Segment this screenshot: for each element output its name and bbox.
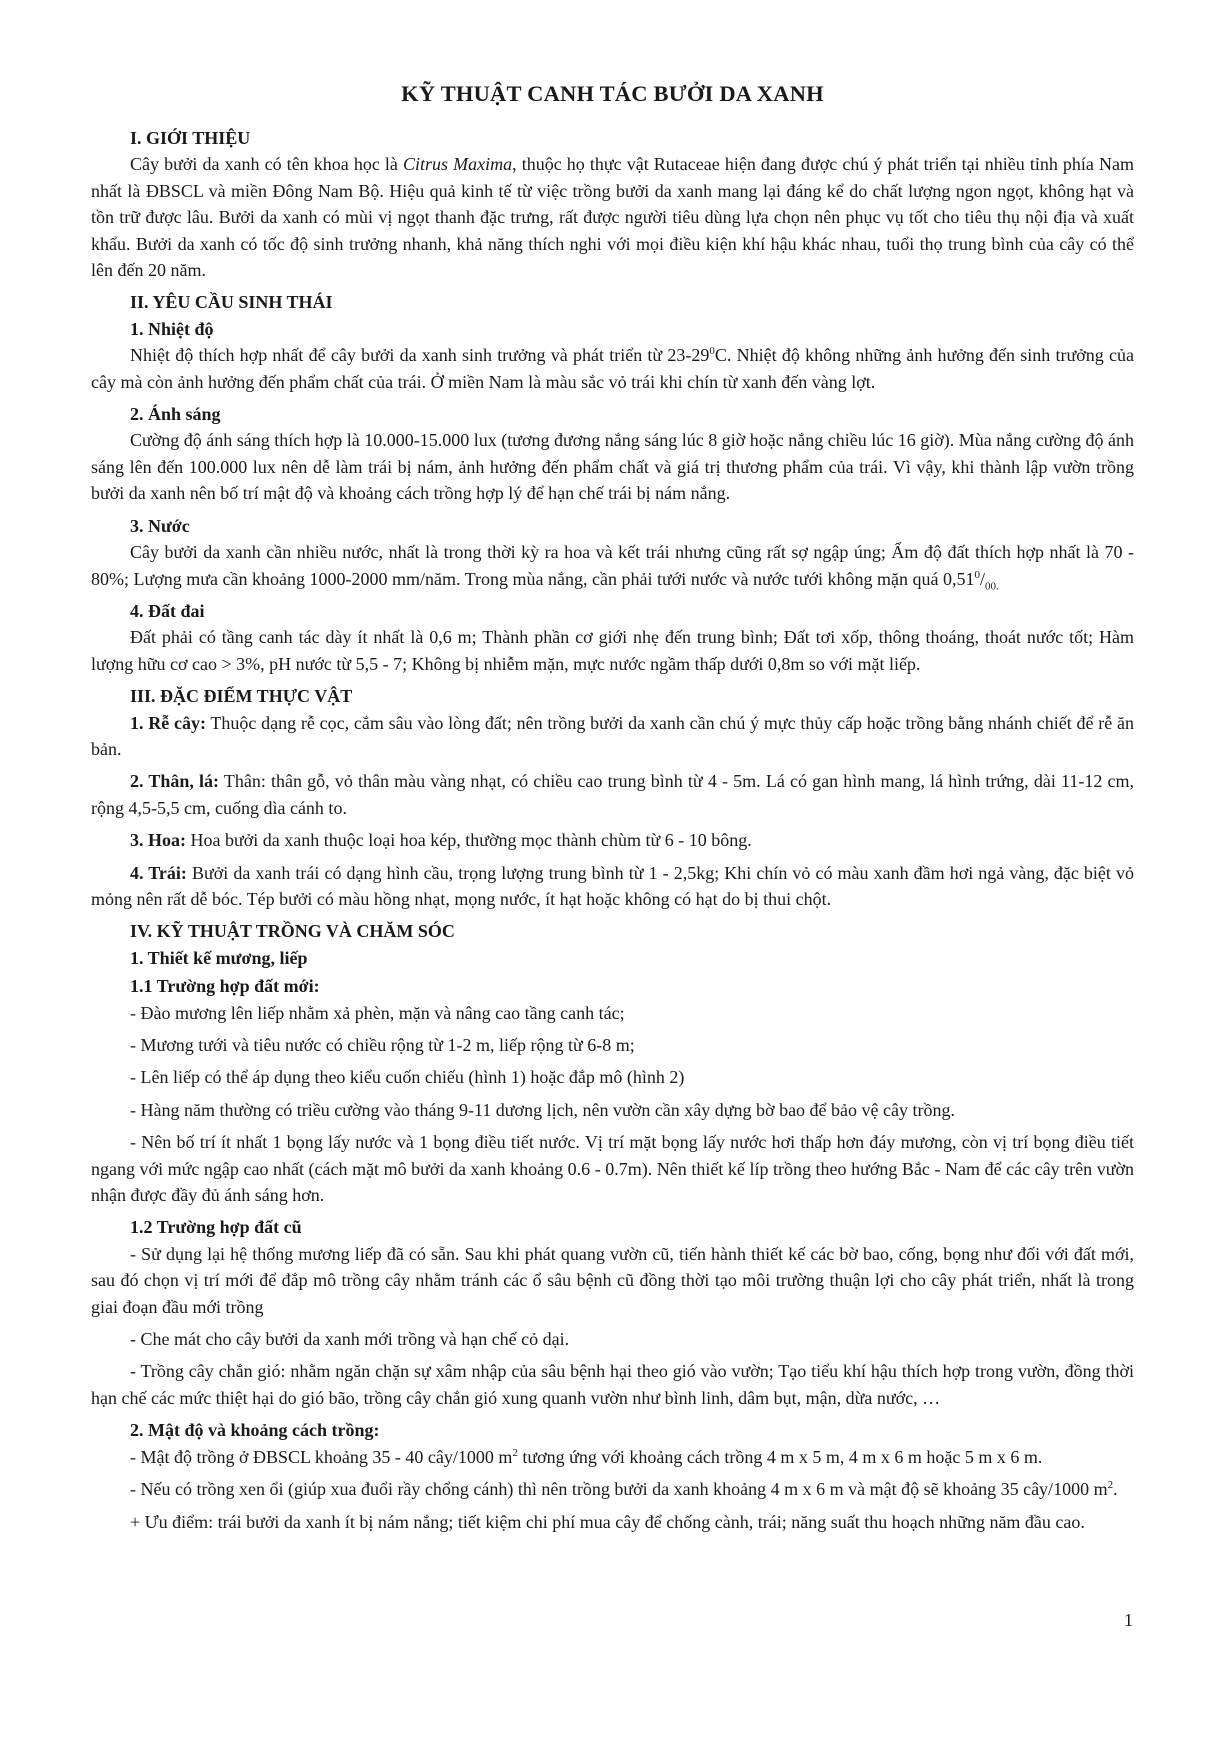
section-heading-intro: I. GIỚI THIỆU bbox=[130, 128, 251, 148]
old-land-bullet: - Sử dụng lại hệ thống mương liếp đã có sẵn. Sau khi phát quang vườn cũ, tiến hành thiết kế các bờ bao, cống, bọng như đối với đất mới, sau đó chọn vị trí mới để đắp mô trồng cây nhằm tránh các ổ sâu bệnh cũ đồng thời tạo môi trường thuận lợi cho cây phát triển, nhất là trong giai đoạn đầu mới trồng bbox=[91, 1243, 1134, 1317]
subheading-soil: 4. Đất đai bbox=[130, 600, 205, 621]
permille-superscript: 0 bbox=[974, 568, 980, 581]
stem-leaf-label: 2. Thân, lá: bbox=[130, 771, 220, 792]
density-bullet bbox=[91, 1444, 1134, 1470]
section-heading-botany: III. ĐẶC ĐIỂM THỰC VẬT bbox=[130, 686, 353, 707]
subheading-density: 2. Mật độ và khoảng cách trồng: bbox=[130, 1420, 380, 1441]
old-land-bullet: - Trồng cây chắn gió: nhằm ngăn chặn sự xâm nhập của sâu bệnh hại theo gió vào vườn; Tạo tiểu khí hậu thích hợp trong vườn, đồng thời hạn chế các mức thiệt hại do gió bão, trồng cây chắn gió xung quanh vườn như bình linh, dâm bụt, mận, dừa nước, … bbox=[91, 1361, 1134, 1408]
degree-superscript: 0 bbox=[709, 345, 715, 358]
flower-text: Hoa bưởi da xanh thuộc loại hoa kép, thường mọc thành chùm từ 6 - 10 bông. bbox=[186, 830, 752, 851]
temperature-text-b: C. Nhiệt độ không những ảnh hưởng đến sinh trưởng của cây mà còn ảnh hưởng đến phẩm chất của trái. Ở miền Nam là màu sắc vỏ trái khi chín từ xanh đến vàng lợt. bbox=[91, 345, 1135, 392]
intercrop-text-b: . bbox=[1113, 1479, 1118, 1500]
intro-paragraph bbox=[91, 151, 1134, 283]
subheading-new-land: 1.1 Trường hợp đất mới: bbox=[130, 976, 320, 997]
fruit-label: 4. Trái: bbox=[130, 862, 187, 883]
fruit-paragraph bbox=[91, 860, 1134, 913]
density-text-a: - Mật độ trồng ở ĐBSCL khoảng 35 - 40 cây/1000 m bbox=[130, 1446, 513, 1467]
new-land-bullet: - Đào mương lên liếp nhằm xả phèn, mặn và nâng cao tầng canh tác; bbox=[130, 1002, 625, 1023]
new-land-bullet: - Mương tưới và tiêu nước có chiều rộng từ 1-2 m, liếp rộng từ 6-8 m; bbox=[130, 1035, 635, 1055]
intercrop-text-a: - Nếu có trồng xen ổi (giúp xua đuổi rầy chổng cánh) thì nên trồng bưởi da xanh khoảng 4 m x 6 m và mật độ sẽ khoảng 35 cây/1000 m bbox=[130, 1479, 1108, 1500]
roots-paragraph bbox=[91, 710, 1134, 763]
permille-subscript: 00. bbox=[985, 580, 999, 593]
square-superscript: 2 bbox=[1107, 1479, 1114, 1492]
stem-leaf-text: Thân: thân gỗ, vỏ thân màu vàng nhạt, có chiều cao trung bình từ 4 - 5m. Lá có gan hình mang, lá hình trứng, dài 11-12 cm, rộng 4,5-5,5 cm, cuống dìa cánh to. bbox=[91, 771, 1134, 818]
temperature-paragraph bbox=[91, 342, 1134, 395]
new-land-bullet: - Nên bố trí ít nhất 1 bọng lấy nước và 1 bọng điều tiết nước. Vị trí mặt bọng lấy nước hơi thấp hơn đáy mương, còn vị trí bọng điều tiết ngang với mức ngập cao nhất (cách mặt mô bưởi da xanh khoảng 0.6 - 0.7m). Nên thiết kế líp trồng theo hướng Bắc - Nam để các cây trên vườn nhận được đầy đủ ánh sáng hơn. bbox=[91, 1132, 1134, 1206]
section-heading-ecology: II. YÊU CẦU SINH THÁI bbox=[130, 292, 333, 313]
subheading-temperature: 1. Nhiệt độ bbox=[130, 318, 214, 339]
roots-label: 1. Rễ cây: bbox=[130, 712, 206, 733]
advantage-bullet: + Ưu điểm: trái bưởi da xanh ít bị nám nắng; tiết kiệm chi phí mua cây để chống cành, trái; năng suất thu hoạch những năm đầu cao. bbox=[130, 1511, 1085, 1532]
subheading-light: 2. Ánh sáng bbox=[130, 404, 221, 425]
subheading-old-land: 1.2 Trường hợp đất cũ bbox=[130, 1217, 302, 1238]
square-superscript: 2 bbox=[512, 1446, 518, 1459]
roots-text: Thuộc dạng rễ cọc, cắm sâu vào lòng đất; nên trồng bưởi da xanh cần chú ý mực thủy cấp hoặc trồng bằng nhánh chiết để rễ ăn bản. bbox=[91, 712, 1134, 759]
intro-text-a: Cây bưởi da xanh có tên khoa học là bbox=[130, 154, 404, 175]
subheading-ditch-design: 1. Thiết kế mương, liếp bbox=[130, 947, 308, 968]
old-land-bullet: - Che mát cho cây bưởi da xanh mới trồng và hạn chế cỏ dại. bbox=[130, 1329, 570, 1350]
temperature-text-a: Nhiệt độ thích hợp nhất để cây bưởi da xanh sinh trưởng và phát triển từ 23-29 bbox=[130, 345, 710, 366]
permille-slash: / bbox=[980, 568, 986, 589]
stem-leaf-paragraph bbox=[91, 768, 1134, 821]
page-title: KỸ THUẬT CANH TÁC BƯỞI DA XANH bbox=[401, 81, 824, 106]
intro-text-b: , thuộc họ thực vật Rutaceae hiện đang được chú ý phát triển tại nhiều tỉnh phía Nam nhất là ĐBSCL và miền Đông Nam Bộ. Hiệu quả kinh tế từ việc trồng bưởi da xanh mang lại đáng kể do chất lượng ngon ngọt, không hạt và tồn trữ được lâu. Bưởi da xanh có mùi vị ngọt thanh đặc trưng, rất được người tiêu dùng lựa chọn nên phục vụ tốt cho tiêu thụ nội địa và xuất khẩu. Bưởi da xanh có tốc độ sinh trưởng nhanh, khả năng thích nghi với mọi điều kiện khí hậu khác nhau, tuổi thọ trung bình của cây có thể lên đến 20 năm. bbox=[91, 154, 1134, 281]
section-heading-cultivation: IV. KỸ THUẬT TRỒNG VÀ CHĂM SÓC bbox=[130, 921, 455, 942]
new-land-bullet: - Hàng năm thường có triều cường vào tháng 9-11 dương lịch, nên vườn cần xây dựng bờ bao để bảo vệ cây trồng. bbox=[130, 1099, 955, 1120]
density-text-b: tương ứng với khoảng cách trồng 4 m x 5 m, 4 m x 6 m hoặc 5 m x 6 m. bbox=[517, 1446, 1043, 1467]
subheading-water: 3. Nước bbox=[130, 515, 190, 536]
fruit-text: Bưởi da xanh trái có dạng hình cầu, trọng lượng trung bình từ 1 - 2,5kg; Khi chín vỏ có màu xanh đầm hơi ngả vàng, đặc biệt vỏ mỏng nên rất dễ bóc. Tép bưởi có màu hồng nhạt, mọng nước, ít hạt hoặc không có hạt do bị thui chột. bbox=[91, 862, 1134, 909]
water-text: Cây bưởi da xanh cần nhiều nước, nhất là trong thời kỳ ra hoa và kết trái nhưng cũng rất sợ ngập úng; Ẩm độ đất thích hợp nhất là 70 - 80%; Lượng mưa cần khoảng 1000-2000 mm/năm. Trong mùa nắng, cần phải tưới nước và nước tưới không mặn quá 0,51 bbox=[91, 542, 1134, 589]
flower-label: 3. Hoa: bbox=[130, 830, 186, 851]
soil-paragraph: Đất phải có tầng canh tác dày ít nhất là 0,6 m; Thành phần cơ giới nhẹ đến trung bình; Đất tơi xốp, thông thoáng, thoát nước tốt; Hàm lượng hữu cơ cao > 3%, pH nước từ 5,5 - 7; Không bị nhiễm mặn, mực nước ngầm thấp dưới 0,8m so với mặt liếp. bbox=[91, 627, 1134, 674]
new-land-bullet: - Lên liếp có thể áp dụng theo kiểu cuốn chiếu (hình 1) hoặc đắp mô (hình 2) bbox=[130, 1067, 685, 1088]
flower-paragraph bbox=[91, 827, 1134, 853]
intercrop-bullet bbox=[91, 1476, 1134, 1502]
scientific-name: Citrus Maxima bbox=[403, 154, 513, 175]
water-paragraph bbox=[91, 539, 1134, 592]
document-page bbox=[91, 80, 1134, 1535]
page-number: 1 bbox=[1124, 1610, 1133, 1630]
light-paragraph: Cường độ ánh sáng thích hợp là 10.000-15.000 lux (tương đương nắng sáng lúc 8 giờ hoặc nắng chiều lúc 16 giờ). Mùa nắng cường độ ánh sáng lên đến 100.000 lux nên dễ làm trái bị nám, ảnh hưởng đến phẩm chất và giá trị thương phẩm của trái. Vì vậy, khi thành lập vườn trồng bưởi da xanh nên bố trí mật độ và khoảng cách trồng hợp lý để hạn chế trái bị nám nắng. bbox=[91, 430, 1134, 504]
